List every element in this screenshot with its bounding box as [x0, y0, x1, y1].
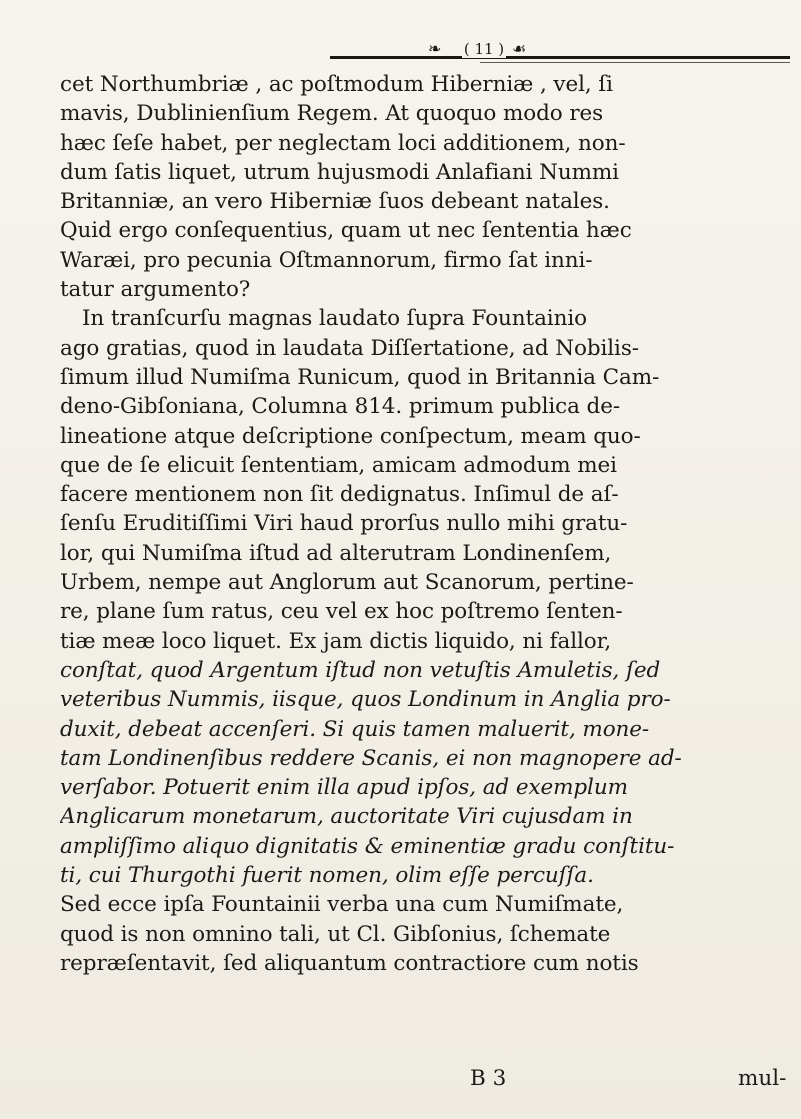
text-line: ti, cui Thurgothi fuerit nomen, olim eſſe percuſſa. [60, 863, 594, 889]
text-line: re, plane ſum ratus, ceu vel ex hoc poſtremo ſenten- [60, 599, 623, 625]
body-text [60, 70, 788, 978]
text-line: quod is non omnino tali, ut Cl. Gibſonius, ſchemate [60, 921, 611, 947]
text-line: Britanniæ, an vero Hiberniæ ſuos debeant natales. [60, 189, 610, 215]
signature-mark: B 3 [470, 1066, 507, 1091]
page-number: ( 11 ) [463, 40, 505, 58]
text-line: mavis, Dublinienſium Regem. At quoquo modo res [60, 101, 604, 127]
text-line: ampliſſimo aliquo dignitatis & eminentiæ gradu conſtitu- [60, 833, 675, 859]
text-line: lineatione atque deſcriptione conſpectum, meam quo- [60, 423, 641, 449]
text-line: ſenſu Eruditiſſimi Viri haud prorſus nullo mihi gratu- [60, 511, 628, 537]
text-line: conſtat, quod Argentum iſtud non vetuſtis Amuletis, ſed [60, 657, 661, 683]
text-line: ago gratias, quod in laudata Diſſertatione, ad Nobilis- [60, 335, 639, 361]
page-header [0, 40, 801, 68]
text-line: cet Northumbriæ , ac poſtmodum Hiberniæ , vel, ſi [60, 72, 613, 97]
text-line: Anglicarum monetarum, auctoritate Viri cujusdam in [60, 804, 633, 830]
catchword: mul- [738, 1066, 787, 1091]
text-line: deno-Gibſoniana, Columna 814. primum publica de- [60, 394, 620, 420]
text-line: lor, qui Numiſma iſtud ad alterutram Londinenſem, [60, 540, 612, 566]
header-rule [330, 56, 790, 59]
text-line: duxit, debeat accenſeri. Si quis tamen maluerit, mone- [60, 716, 650, 742]
fleuron-right-icon: ☙ [512, 39, 527, 58]
text-line: tiæ meæ loco liquet. Ex jam dictis liquido, ni fallor, [60, 628, 612, 654]
text-line: Quid ergo conſequentius, quam ut nec ſententia hæc [60, 218, 632, 244]
text-line: verſabor. Potuerit enim illa apud ipſos, ad exemplum [60, 775, 628, 801]
page-footer [0, 1064, 801, 1094]
text-line: In tranſcurſu magnas laudato ſupra Fountainio [82, 306, 587, 332]
text-line: tatur argumento? [60, 277, 251, 303]
text-line: Sed ecce ipſa Fountainii verba una cum Numiſmate, [60, 892, 624, 918]
text-line: ſimum illud Numiſma Runicum, quod in Britannia Cam- [60, 364, 660, 390]
fleuron-left-icon: ❧ [428, 39, 442, 58]
text-line: dum ſatis liquet, utrum hujusmodi Anlafiani Nummi [60, 159, 619, 185]
text-line: hæc ſeſe habet, per neglectam loci additionem, non- [60, 130, 626, 156]
text-line: Waræi, pro pecunia Oſtmannorum, firmo ſat inni- [60, 247, 593, 273]
header-rule-thin [480, 62, 790, 63]
text-line: que de ſe elicuit ſententiam, amicam admodum mei [60, 452, 617, 478]
text-line: repræſentavit, ſed aliquantum contractiore cum notis [60, 950, 639, 976]
text-line: tam Londinenſibus reddere Scanis, ei non magnopere ad- [60, 745, 682, 771]
text-line: Urbem, nempe aut Anglorum aut Scanorum, pertine- [60, 570, 634, 596]
text-line: veteribus Nummis, iisque, quos Londinum in Anglia pro- [60, 687, 671, 713]
text-line: facere mentionem non ſit dedignatus. Inſimul de aſ- [60, 482, 619, 508]
